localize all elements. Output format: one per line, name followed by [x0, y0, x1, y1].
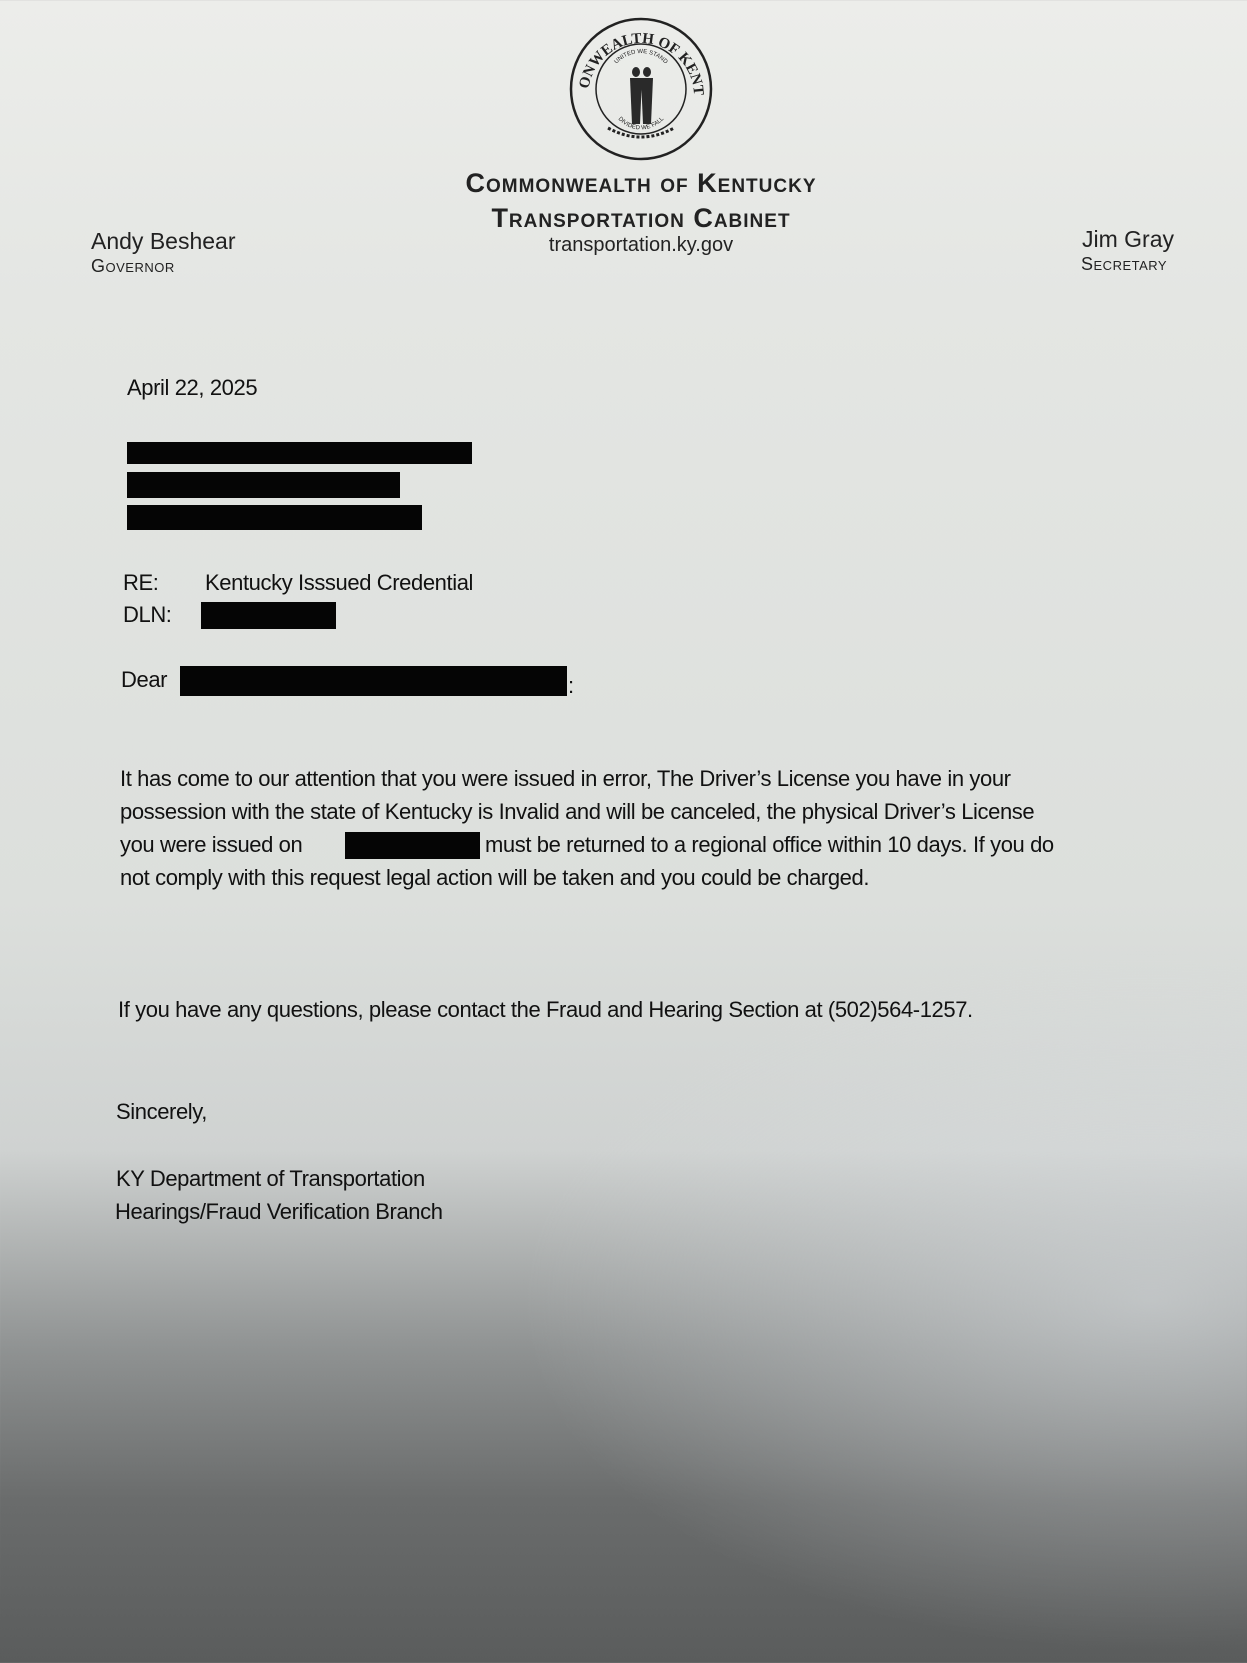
redacted-issue-date: [345, 832, 480, 859]
letterhead-cabinet: Transportation Cabinet: [491, 203, 791, 233]
secretary-name: Jim Gray: [1082, 226, 1174, 252]
body-line-3b: must be returned to a regional office within 10 days. If you do: [485, 832, 1054, 857]
redacted-recipient-city: [127, 505, 422, 530]
signature-branch: Hearings/Fraud Verification Branch: [115, 1199, 443, 1224]
secretary-title: Secretary: [1081, 254, 1168, 274]
body-line-2: possession with the state of Kentucky is Invalid and will be canceled, the physical Driver’s License: [120, 799, 1035, 824]
redacted-recipient-name: [127, 442, 472, 464]
dln-label: DLN:: [123, 602, 172, 627]
contact-line: If you have any questions, please contact the Fraud and Hearing Section at (502)564-1257.: [118, 997, 973, 1022]
body-line-4: not comply with this request legal action will be taken and you could be charged.: [120, 865, 870, 890]
letter-date: April 22, 2025: [127, 375, 258, 400]
re-label: RE:: [123, 570, 159, 595]
letterhead-commonwealth: Commonwealth of Kentucky: [465, 168, 817, 198]
salutation-colon: :: [568, 673, 574, 698]
signature-department: KY Department of Transportation: [116, 1166, 425, 1191]
seal-lettering: ONWEALTH OF KENT: [576, 30, 707, 97]
kentucky-seal: [568, 16, 714, 162]
redacted-dln: [201, 602, 336, 629]
svg-text:UNITED WE STAND: UNITED WE STAND: [613, 48, 669, 66]
redacted-recipient-address: [127, 472, 400, 498]
body-line-3a: you were issued on: [120, 832, 303, 857]
redacted-salutation-name: [180, 666, 567, 696]
salutation: Dear: [121, 667, 168, 692]
governor-title: Governor: [91, 256, 175, 276]
re-value: Kentucky Isssued Credential: [205, 570, 474, 595]
body-line-1: It has come to our attention that you were issued in error, The Driver’s License you have in your: [120, 766, 1011, 791]
governor-name: Andy Beshear: [91, 228, 236, 254]
svg-text:DIVIDED WE FALL: DIVIDED WE FALL: [616, 116, 666, 132]
website-link[interactable]: transportation.ky.gov: [548, 234, 734, 256]
closing: Sincerely,: [116, 1099, 207, 1124]
